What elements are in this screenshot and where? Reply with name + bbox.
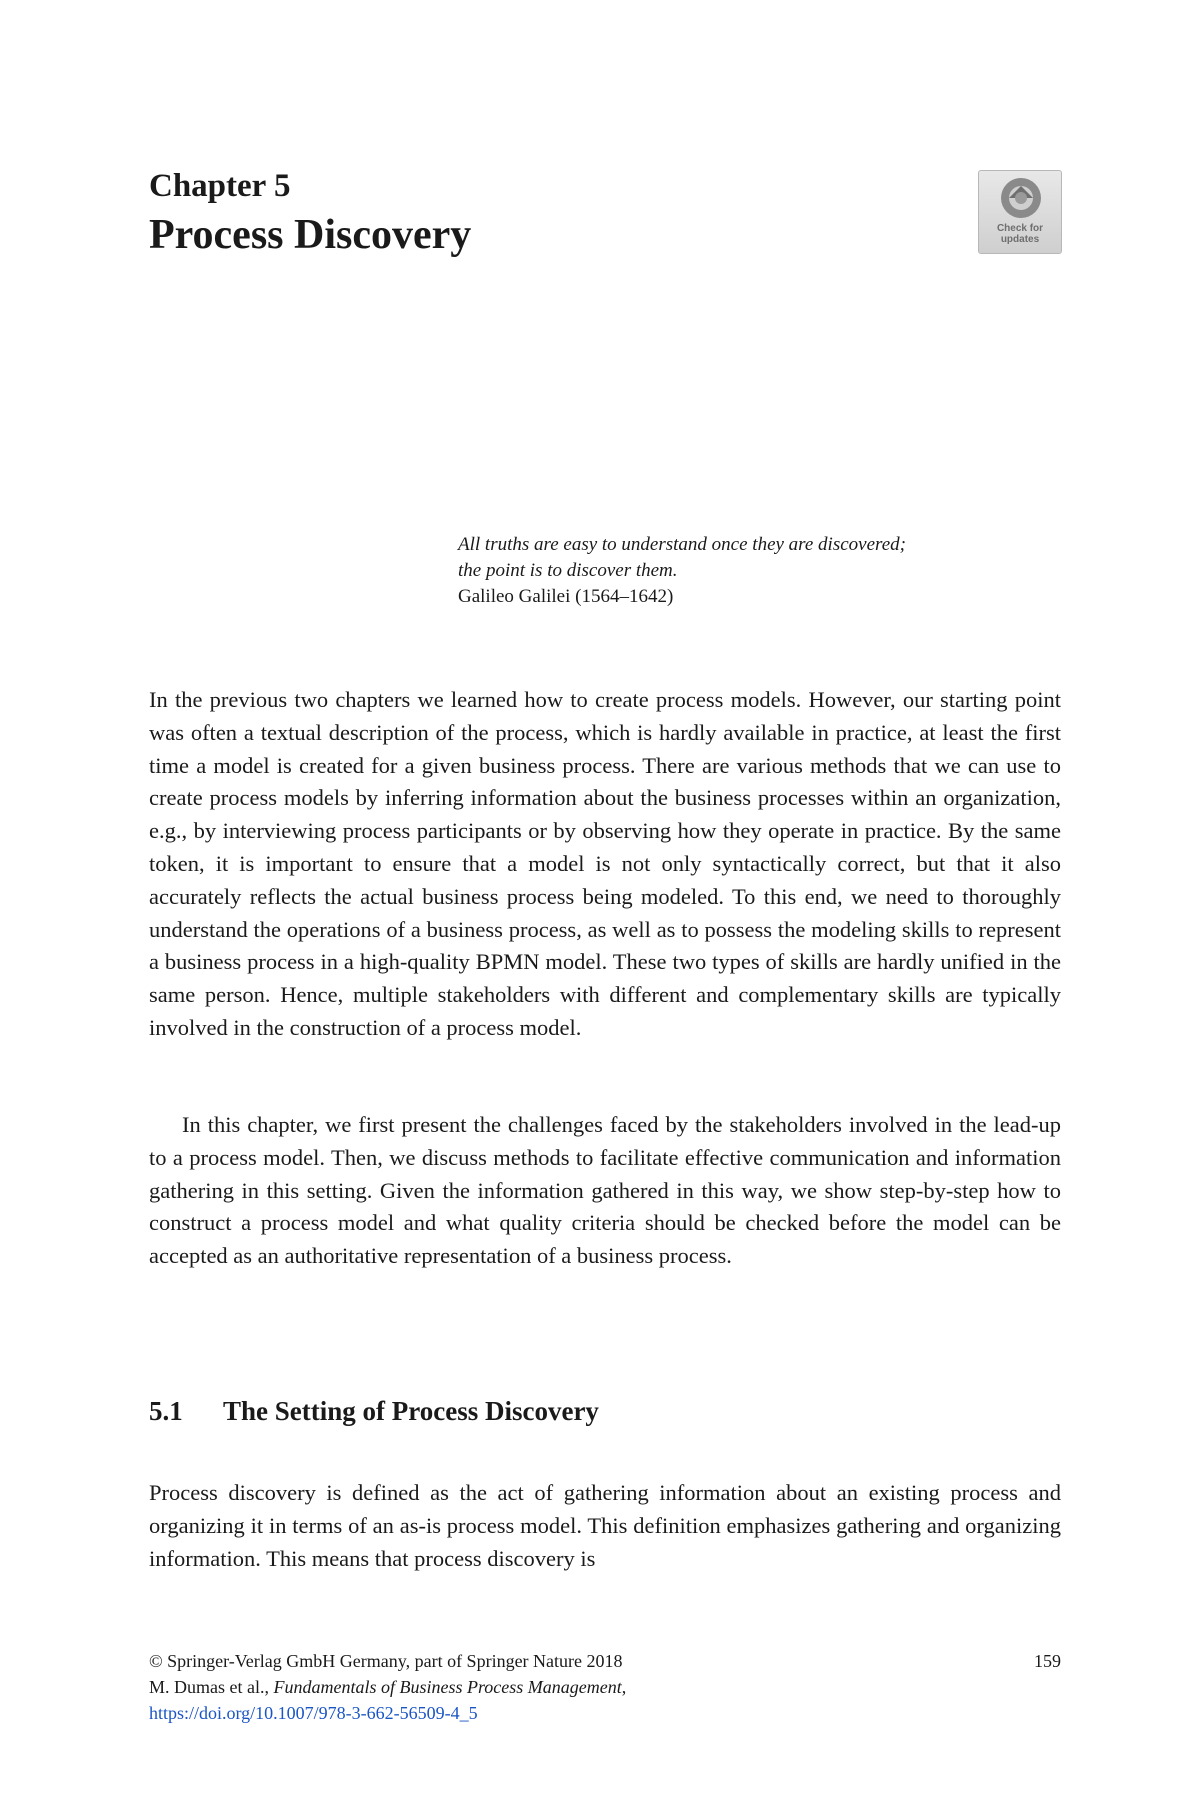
check-for-updates-badge[interactable]: [978, 170, 1062, 254]
section-number: 5.1: [149, 1396, 183, 1426]
section-title: The Setting of Process Discovery: [223, 1396, 599, 1426]
footer-copyright: © Springer-Verlag GmbH Germany, part of Springer Nature 2018: [149, 1651, 623, 1671]
page-number: 159: [1034, 1651, 1061, 1671]
crossmark-text-line2: updates: [1000, 234, 1040, 245]
footer-citation: [149, 1674, 1061, 1700]
crossmark-text-line1: Check for: [996, 223, 1044, 234]
section-paragraph-1: Process discovery is defined as the act of gathering information about an existing process and organizing it in terms of an as-is process model. This definition emphasizes gathering and organizing information. This means that process discovery is: [149, 1480, 1061, 1571]
footer-book-title-suffix: ,: [621, 1677, 627, 1697]
chapter-title: Process Discovery: [149, 212, 472, 258]
epigraph: [458, 532, 1078, 610]
section-heading: [149, 1394, 599, 1428]
epigraph-quote-line2: the point is to discover them.: [458, 560, 678, 581]
footer-book-title: Fundamentals of Business Process Management: [273, 1677, 622, 1697]
footer: [149, 1648, 1061, 1726]
chapter-label: Chapter 5: [149, 168, 291, 204]
body-paragraph-1: In the previous two chapters we learned how to create process models. However, our starting point was often a textual description of the process, which is hardly available in practice, at least the first time a model is created for a given business process. There are various methods that we can use to create process models by inferring information about the business processes within an organization, e.g., by interviewing process participants or by observing how they operate in practice. By the same token, it is important to ensure that a model is not only syntactically correct, but that it also accurately reflects the actual business process being modeled. To this end, we need to thoroughly understand the operations of a business process, as well as to possess the modeling skills to represent a business process in a high-quality BPMN model. These two types of skills are hardly unified in the same person. Hence, multiple stakeholders with different and complementary skills are typically involved in the construction of a process model.: [149, 687, 1061, 1040]
body-paragraph-2: In this chapter, we first present the challenges faced by the stakeholders involved in the lead-up to a process model. Then, we discuss methods to facilitate effective communication and information gathering in this setting. Given the information gathered in this way, we show step-by-step how to construct a process model and what quality criteria should be checked before the model can be accepted as an authoritative representation of a business process.: [149, 1112, 1061, 1269]
epigraph-attribution: Galileo Galilei (1564–1642): [458, 586, 674, 607]
crossmark-text: [979, 223, 1061, 245]
doi-link[interactable]: https://doi.org/10.1007/978-3-662-56509-4_5: [149, 1703, 478, 1723]
footer-authors: M. Dumas et al.,: [149, 1677, 274, 1697]
crossmark-badge-icon: [979, 171, 1063, 223]
epigraph-quote-line1: All truths are easy to understand once they are discovered;: [458, 534, 906, 555]
